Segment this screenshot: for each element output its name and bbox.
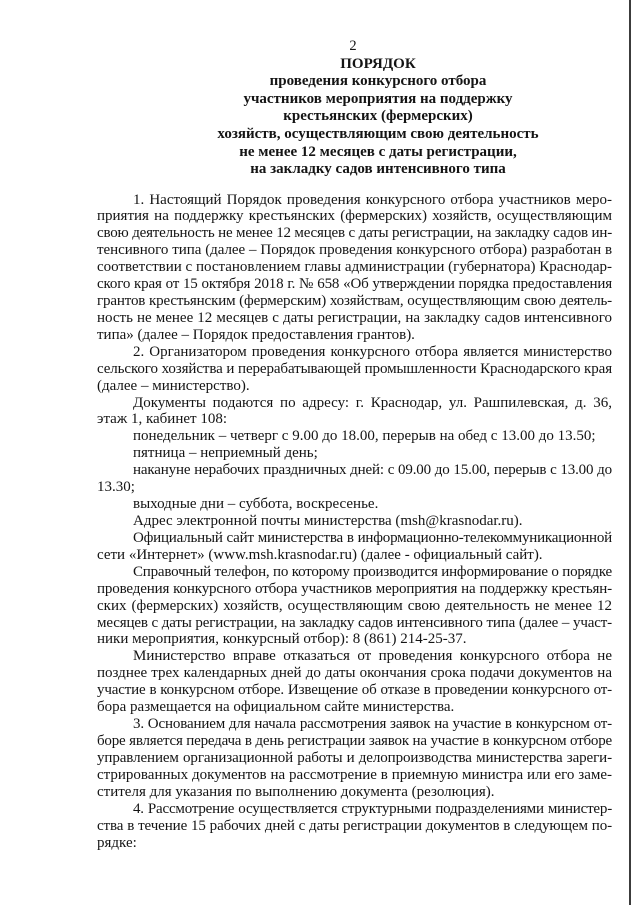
text-line: проведения конкурсного отбора участников мероприятия на поддержку крестьян- <box>97 580 612 597</box>
title-line: крестьянских (фермерских) <box>283 108 473 125</box>
text-line: бора размещается на официальном сайте министерства. <box>97 699 455 716</box>
document-title <box>178 56 578 179</box>
title-line: хозяйств, осуществляющим свою деятельность <box>217 126 539 143</box>
scan-edge-line <box>629 0 631 905</box>
text-line: ского края от 15 октября 2018 г. № 658 «Об утверждении порядка предоставления <box>97 276 612 293</box>
text-line: Министерство вправе отказаться от проведения конкурсного отбора не <box>133 648 612 665</box>
text-line: понедельник – четверг с 9.00 до 18.00, перерыв на обед с 13.00 до 13.50; <box>133 428 596 445</box>
text-line: месяцев с даты регистрации, на закладку садов интенсивного типа (далее – участ- <box>97 614 612 631</box>
paragraph-item-1 <box>97 192 612 344</box>
page-number: 2 <box>349 38 357 54</box>
title-line: на закладку садов интенсивного типа <box>250 161 506 178</box>
text-line: управлением организационной работы и делопроизводства министерства зареги- <box>97 749 612 766</box>
schedule-weekend <box>97 496 612 513</box>
text-line: ники мероприятия, конкурсный отбор): 8 (861) 214-25-37. <box>97 631 467 648</box>
text-line: 13.30; <box>97 479 135 496</box>
text-line: 1. Настоящий Порядок проведения конкурсного отбора участников меро- <box>133 191 612 208</box>
text-line: ность не менее 12 месяцев с даты регистрации, на закладку садов интенсивного <box>97 309 612 326</box>
text-line: боре является передача в день регистрации заявок на участие в конкурсном отборе <box>97 733 612 749</box>
text-line: типа» (далее – Порядок предоставления грантов). <box>97 326 415 343</box>
title-line: проведения конкурсного отбора <box>269 73 487 90</box>
paragraph-item-3 <box>97 716 612 801</box>
text-line: выходные дни – суббота, воскресенье. <box>133 496 379 513</box>
title-heading: ПОРЯДОК <box>340 55 416 72</box>
text-line: ства в течение 15 рабочих дней с даты регистрации документов в следующем по- <box>97 817 612 834</box>
email-address <box>97 513 612 530</box>
text-line: накануне нерабочих праздничных дней: с 09.00 до 15.00, перерыв с 13.00 до <box>133 462 612 479</box>
text-line: тенсивного типа (далее – Порядок проведения конкурсного отбора) разработан в <box>97 242 612 259</box>
text-line: Справочный телефон, по которому производится информирование о порядке <box>133 563 612 580</box>
title-line: не менее 12 месяцев с даты регистрации, <box>239 143 517 160</box>
schedule-mon-thu <box>97 428 612 445</box>
text-line: Документы подаются по адресу: г. Краснодар, ул. Рашпилевская, д. 36, <box>133 394 612 411</box>
document-body <box>97 192 612 852</box>
text-line: этаж 1, кабинет 108: <box>97 411 227 428</box>
text-line: сельского хозяйства и перерабатывающей промышленности Краснодарского края <box>97 360 612 377</box>
cancellation-notice <box>97 648 612 716</box>
text-line: 3. Основанием для начала рассмотрения заявок на участие в конкурсном от- <box>133 716 612 733</box>
text-line: (далее – министерство). <box>97 377 250 394</box>
schedule-pre-holiday <box>97 462 612 496</box>
title-line: участников мероприятия на поддержку <box>243 90 513 107</box>
text-line: участие в конкурсном отборе. Извещение об отказе в проведении конкурсного от- <box>97 682 612 699</box>
text-line: стителя для указания по выполнению документа (резолюция). <box>97 783 495 800</box>
text-line: грантов крестьянским (фермерским) хозяйствам, осуществляющим свою деятель- <box>97 293 612 310</box>
schedule-friday <box>97 445 612 462</box>
text-line: стрированных документов на рассмотрение в приемную министра или его заме- <box>97 766 612 783</box>
text-line: свою деятельность не менее 12 месяцев с даты регистрации, на закладку садов ин- <box>97 225 612 242</box>
text-line: пятница – неприемный день; <box>133 445 318 462</box>
text-line: Официальный сайт министерства в информационно-телекоммуникационной <box>133 529 612 546</box>
text-line: приятия на поддержку крестьянских (фермерских) хозяйств, осуществляющим <box>97 208 612 225</box>
paragraph-item-2 <box>97 344 612 395</box>
text-line: позднее трех календарных дней до даты окончания срока подачи документов на <box>97 665 612 682</box>
text-line: ских (фермерских) хозяйств, осуществляющим свою деятельность не менее 12 <box>97 597 612 614</box>
text-line: 2. Организатором проведения конкурсного отбора является министерство <box>133 343 612 360</box>
text-line: соответствии с постановлением главы администрации (губернатора) Краснодар- <box>97 259 612 276</box>
text-line: рядке: <box>97 834 137 851</box>
text-line: Адрес электронной почты министерства (msh@krasnodar.ru). <box>133 513 523 530</box>
reference-phone <box>97 564 612 649</box>
paragraph-item-4 <box>97 801 612 852</box>
text-line: 4. Рассмотрение осуществляется структурными подразделениями министер- <box>133 800 612 817</box>
text-line: сети «Интернет» (www.msh.krasnodar.ru) (далее - официальный сайт). <box>97 546 543 563</box>
office-address <box>97 395 612 429</box>
official-website <box>97 530 612 564</box>
